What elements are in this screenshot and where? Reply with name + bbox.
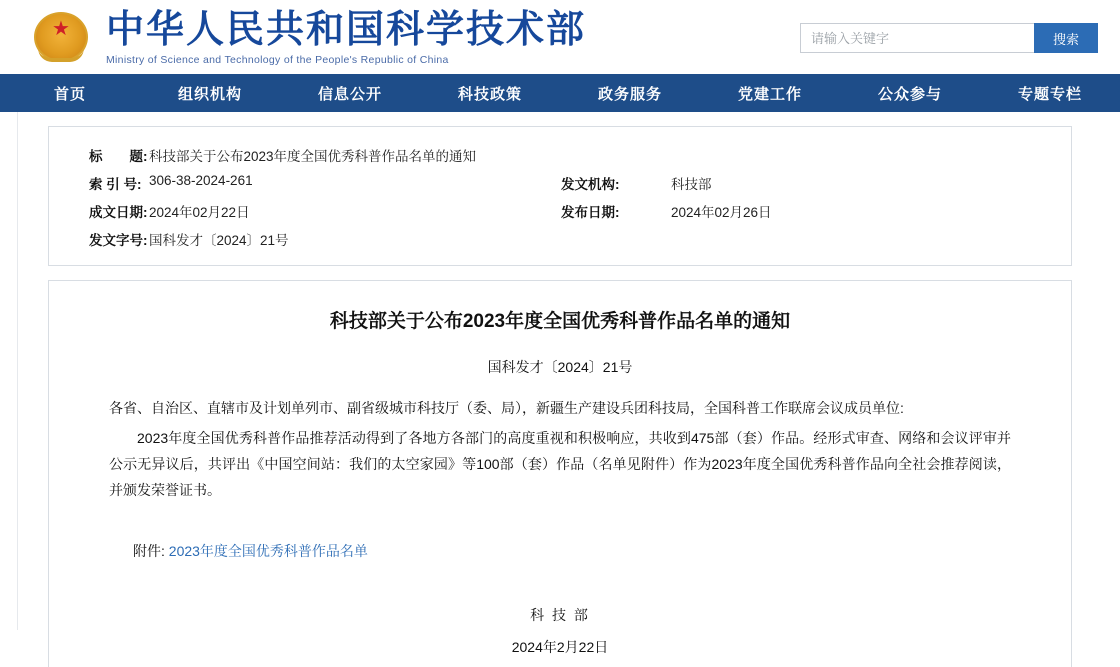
nav-item-organization[interactable]: 组织机构 bbox=[177, 85, 242, 103]
document-number: 国科发才〔2024〕21号 bbox=[487, 359, 633, 375]
main-navigation bbox=[0, 74, 1120, 112]
meta-value-title: 科技部关于公布2023年度全国优秀科普作品名单的通知 bbox=[149, 149, 477, 164]
search-button[interactable]: 搜索 bbox=[1034, 23, 1098, 53]
national-emblem-icon bbox=[30, 6, 92, 68]
document-paragraph: 2023年度全国优秀科普作品推荐活动得到了各地方各部门的高度重视和积极响应，共收到475部（套）作品。经形式审查、网络和会议评审并公示无异议后，共评出《中国空间站：我们的太空家园》等100部（套）作品（名单见附件）作为2023年度全国优秀科普作品向全社会推荐阅读，并颁发荣誉证书。 bbox=[109, 430, 1011, 498]
meta-value-index: 306-38-2024-261 bbox=[149, 173, 253, 188]
site-title-cn: 中华人民共和国科学技术部 bbox=[106, 9, 587, 51]
nav-item-science-policy[interactable]: 科技政策 bbox=[457, 85, 522, 103]
emblem-star-group: ★ bbox=[52, 18, 70, 40]
nav-item-information-disclosure[interactable]: 信息公开 bbox=[317, 85, 382, 103]
document-recipient: 各省、自治区、直辖市及计划单列市、副省级城市科技厅（委、局），新疆生产建设兵团科技局，全国科普工作联席会议成员单位: bbox=[109, 400, 904, 416]
emblem-ribbon bbox=[38, 48, 84, 62]
meta-value-issuer: 科技部 bbox=[670, 177, 712, 192]
attachment-row bbox=[109, 541, 1011, 561]
document-sign-date: 2024年2月22日 bbox=[511, 639, 609, 655]
table-row bbox=[49, 225, 1071, 253]
meta-label-issuer: 发文机构: bbox=[560, 177, 620, 192]
meta-label-index: 索 引 号: bbox=[89, 177, 142, 192]
meta-label-written-date: 成文日期: bbox=[89, 205, 148, 220]
attachment-link[interactable]: 2023年度全国优秀科普作品名单 bbox=[168, 543, 368, 559]
site-header bbox=[0, 0, 1120, 74]
table-row bbox=[49, 197, 1071, 225]
meta-label-doc-number: 发文字号: bbox=[89, 233, 148, 248]
document-title: 科技部关于公布2023年度全国优秀科普作品名单的通知 bbox=[329, 311, 791, 332]
document-body-box bbox=[48, 280, 1072, 667]
metadata-table bbox=[49, 141, 1071, 253]
nav-item-special-topics[interactable]: 专题专栏 bbox=[1017, 85, 1082, 103]
nav-item-party-work[interactable]: 党建工作 bbox=[737, 85, 802, 103]
document-metadata-box bbox=[48, 126, 1072, 266]
nav-item-home[interactable]: 首页 bbox=[53, 85, 86, 103]
meta-value-doc-number: 国科发才〔2024〕21号 bbox=[149, 233, 289, 248]
meta-value-written-date: 2024年02月22日 bbox=[149, 205, 250, 220]
table-row bbox=[49, 141, 1071, 169]
attachment-label: 附件: bbox=[133, 543, 165, 559]
left-rail-divider bbox=[0, 112, 18, 630]
nav-item-government-services[interactable]: 政务服务 bbox=[597, 85, 662, 103]
meta-value-publish-date: 2024年02月26日 bbox=[670, 205, 772, 220]
document-signoff: 科 技 部 bbox=[530, 607, 590, 623]
meta-label-title: 标 题: bbox=[89, 149, 148, 164]
content-area bbox=[0, 112, 1120, 667]
meta-label-publish-date: 发布日期: bbox=[560, 205, 620, 220]
search-box[interactable] bbox=[800, 23, 1098, 53]
site-title-block bbox=[106, 8, 586, 66]
nav-item-public-participation[interactable]: 公众参与 bbox=[877, 85, 942, 103]
site-title-en: Ministry of Science and Technology of the People's Republic of China bbox=[106, 54, 449, 66]
search-input[interactable] bbox=[800, 23, 1034, 53]
table-row bbox=[49, 169, 1071, 197]
